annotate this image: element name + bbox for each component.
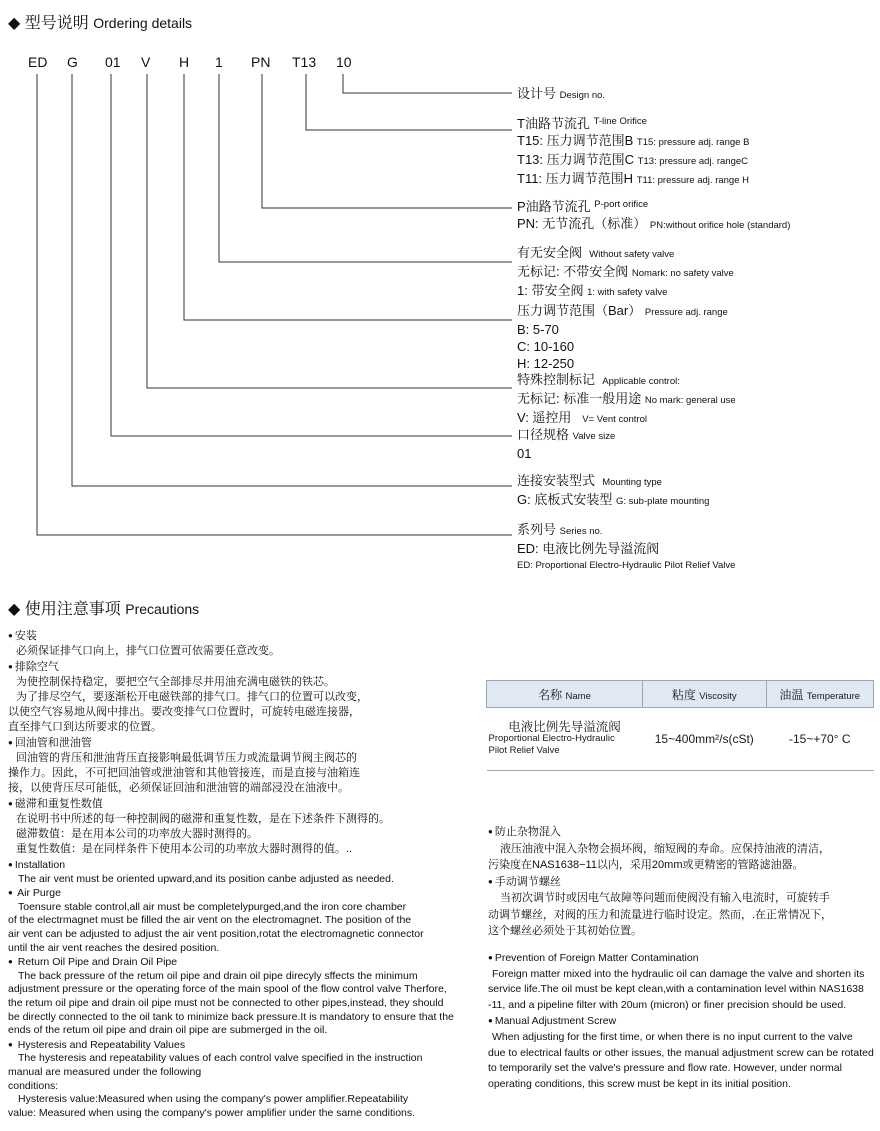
code-h: H [179, 54, 190, 70]
group-t-orifice: T油路节流孔 $^{T-line Orifice}$ T15: 压力调节范围B T15: pressure adj. range B T13: 压力调节范围C T13: pressure adj. rangeC T11: 压力调节范围H T11: pressure adj. range H [517, 116, 750, 186]
group-mounting-type: 连接安装型式 Mounting type G: 底板式安装型 G: sub-plate mounting [517, 473, 710, 507]
ordering-title-zh: 型号说明 [24, 15, 89, 32]
ordering-title-en: Ordering details [93, 15, 193, 31]
connector-pn [262, 74, 512, 208]
code-pn: PN [251, 54, 271, 70]
group-pressure-range: 压力调节范围（Bar） Pressure adj. range B: 5-70 C: 10-160 H: 12-250 [517, 303, 728, 371]
connector-lines [0, 0, 880, 560]
precautions-en-right: ● Prevention of Foreign Matter Contamination Foreign matter mixed into the hydraulic oil can damage the valve and shorten its service life.The oil must be kept clean,with a contamination level within NAS1638 -11, and a pipeline filter with 20um (micron) or finer precision should be used. ● Manual Adjustment Screw When adjusting for the first time, or when there is no input current to the valve due to electrical faults or other issues, the manual adjustment screw can be rotated to temporarily set the valve's pressure and flow rate. However, under normal operating conditions, this screw must be kept in its initial position. [488, 950, 878, 1092]
code-01: 01 [105, 54, 121, 70]
cell-viscosity: 15~400mm²/s(cSt) [643, 708, 766, 771]
code-10: 10 [336, 54, 352, 70]
precautions-title-en: Precautions [125, 601, 200, 617]
viscosity-table [486, 680, 874, 771]
cell-temperature: -15~+70° C [766, 708, 874, 771]
connector-v [147, 74, 512, 388]
diamond-icon: ◆ [8, 601, 21, 618]
group-valve-size: 口径规格 Valve size 01 [517, 427, 616, 461]
table-header-row [487, 681, 874, 708]
precautions-zh-right: ● 防止杂物混入 液压油液中混入杂物会损坏阀，缩短阀的寿命。应保持油液的清洁， 污染度在NAS1638−11以内，采用20mm或更精密的管路滤油器。 ● 手动调节螺丝 当初次调节时或因电气故障等问题而使阀没有输入电流时，可旋转手 动调节螺丝，对阀的压力和流量进行临时设定。然而，.在正常情况下， 这个螺丝必须处于其初始位置。 [488, 824, 878, 940]
diamond-icon: ◆ [8, 15, 21, 32]
group-design-no: 设计号 Design no. [517, 86, 606, 101]
connector-ed [37, 74, 512, 535]
precautions-zh-left: ● 安装 必须保证排气口向上，排气口位置可依需要任意改变。 ● 排除空气 为使控制保持稳定，要把空气全部排尽并用油充满电磁铁的铁芯。 为了排尽空气，要逐渐松开电磁铁部的排气口。排气口的位置可以改变， 以使空气容易地从阀中排出。要改变排气口位置时，可旋转电磁连接器， 直至排气口到达所要求的位置。 ● 回油管和泄油管 回油管的背压和泄油背压直接影响最低调节压力或流量调节阀主阀芯的 操作力。因此，不可把回油管或泄油管和其他管接连，而是直接与油箱连 接，以使背压尽可能低，必须保证回油和泄油管的端部浸没在油液中。 ● 磁滞和重复性数值 在说明书中所述的每一种控制阀的磁滞和重复性数，是在下述条件下测得的。 磁滞数值：是在用本公司的功率放大器时测得的。 重复性数值：是在同样条件下使用本公司的功率放大器时测得的值。.. [8, 628, 478, 857]
group-safety-valve: 有无安全阀 Without safety valve 无标记: 不带安全阀 Nomark: no safety valve 1: 带安全阀 1: with safety valve [517, 245, 734, 298]
group-series-no: 系列号 Series no. ED: 电液比例先导溢流阀 ED: Proportional Electro-Hydraulic Pilot Relief Valve [517, 522, 736, 571]
precautions-title-zh: 使用注意事项 [24, 601, 121, 618]
connector-01 [111, 74, 512, 436]
connector-1 [219, 74, 512, 262]
header-name: 名称 Name [487, 681, 643, 708]
connector-g [72, 74, 512, 486]
code-t13: T13 [292, 54, 317, 70]
group-p-orifice: P油路节流孔 $^{P-port orifice}$ PN: 无节流孔（标准） PN:without orifice hole (standard) [517, 199, 791, 231]
header-temperature: 油温 Temperature [766, 681, 874, 708]
connector-10 [343, 74, 512, 93]
table-row [487, 708, 874, 771]
code-g: G [67, 54, 78, 70]
precautions-en-left: ● Installation The air vent must be oriented upward,and its position canbe adjusted as needed. ● Air Purge Toensure stable control,all air must be completelypurged,and the iron core chamber of the electrmagnet must be filled the air vent on the electromagnet. The position of the air vent can be adjusted to adjust the air vent position,rotat the electromagnetic connector until the air vent reaches the desired position. ● Return Oil Pipe and Drain Oil Pipe The back pressure of the retum oil pipe and drain oil pipe direcyly sffects the minimum adjustment pressure or the operating force of the main spool of the flow control valve Therfore, the retum oil pipe and drain oil pipe must not be connected to other pipes,instead, they should be directly connected to the oil tank to minimize back pressure.It is mandatory to ensure that the ends of the retum oil pipe and drain oil pipe are submerged in the oil. ● Hysteresis and Repeatability Values The hysteresis and repeatability values of each control valve specified in the instruction manual are measured under the following conditions: Hysteresis value:Measured when using the company's power amplifier.Repeatability value: Measured when using the company's power amplifier under the same conditions. [8, 858, 478, 1120]
connector-t13 [306, 74, 512, 130]
connector-h [184, 74, 512, 320]
header-viscosity: 粘度 Viscosity [643, 681, 766, 708]
code-v: V [141, 54, 151, 70]
cell-name: 电液比例先导溢流阀 Proportional Electro-Hydraulic Pilot Relief Valve [487, 708, 643, 771]
code-1: 1 [215, 54, 223, 70]
precautions-title [8, 596, 199, 619]
code-ed: ED [28, 54, 48, 70]
group-special-control: 特殊控制标记 Applicable control: 无标记: 标准一般用途 No mark: general use V: 遥控用 V= Vent control [517, 372, 736, 425]
